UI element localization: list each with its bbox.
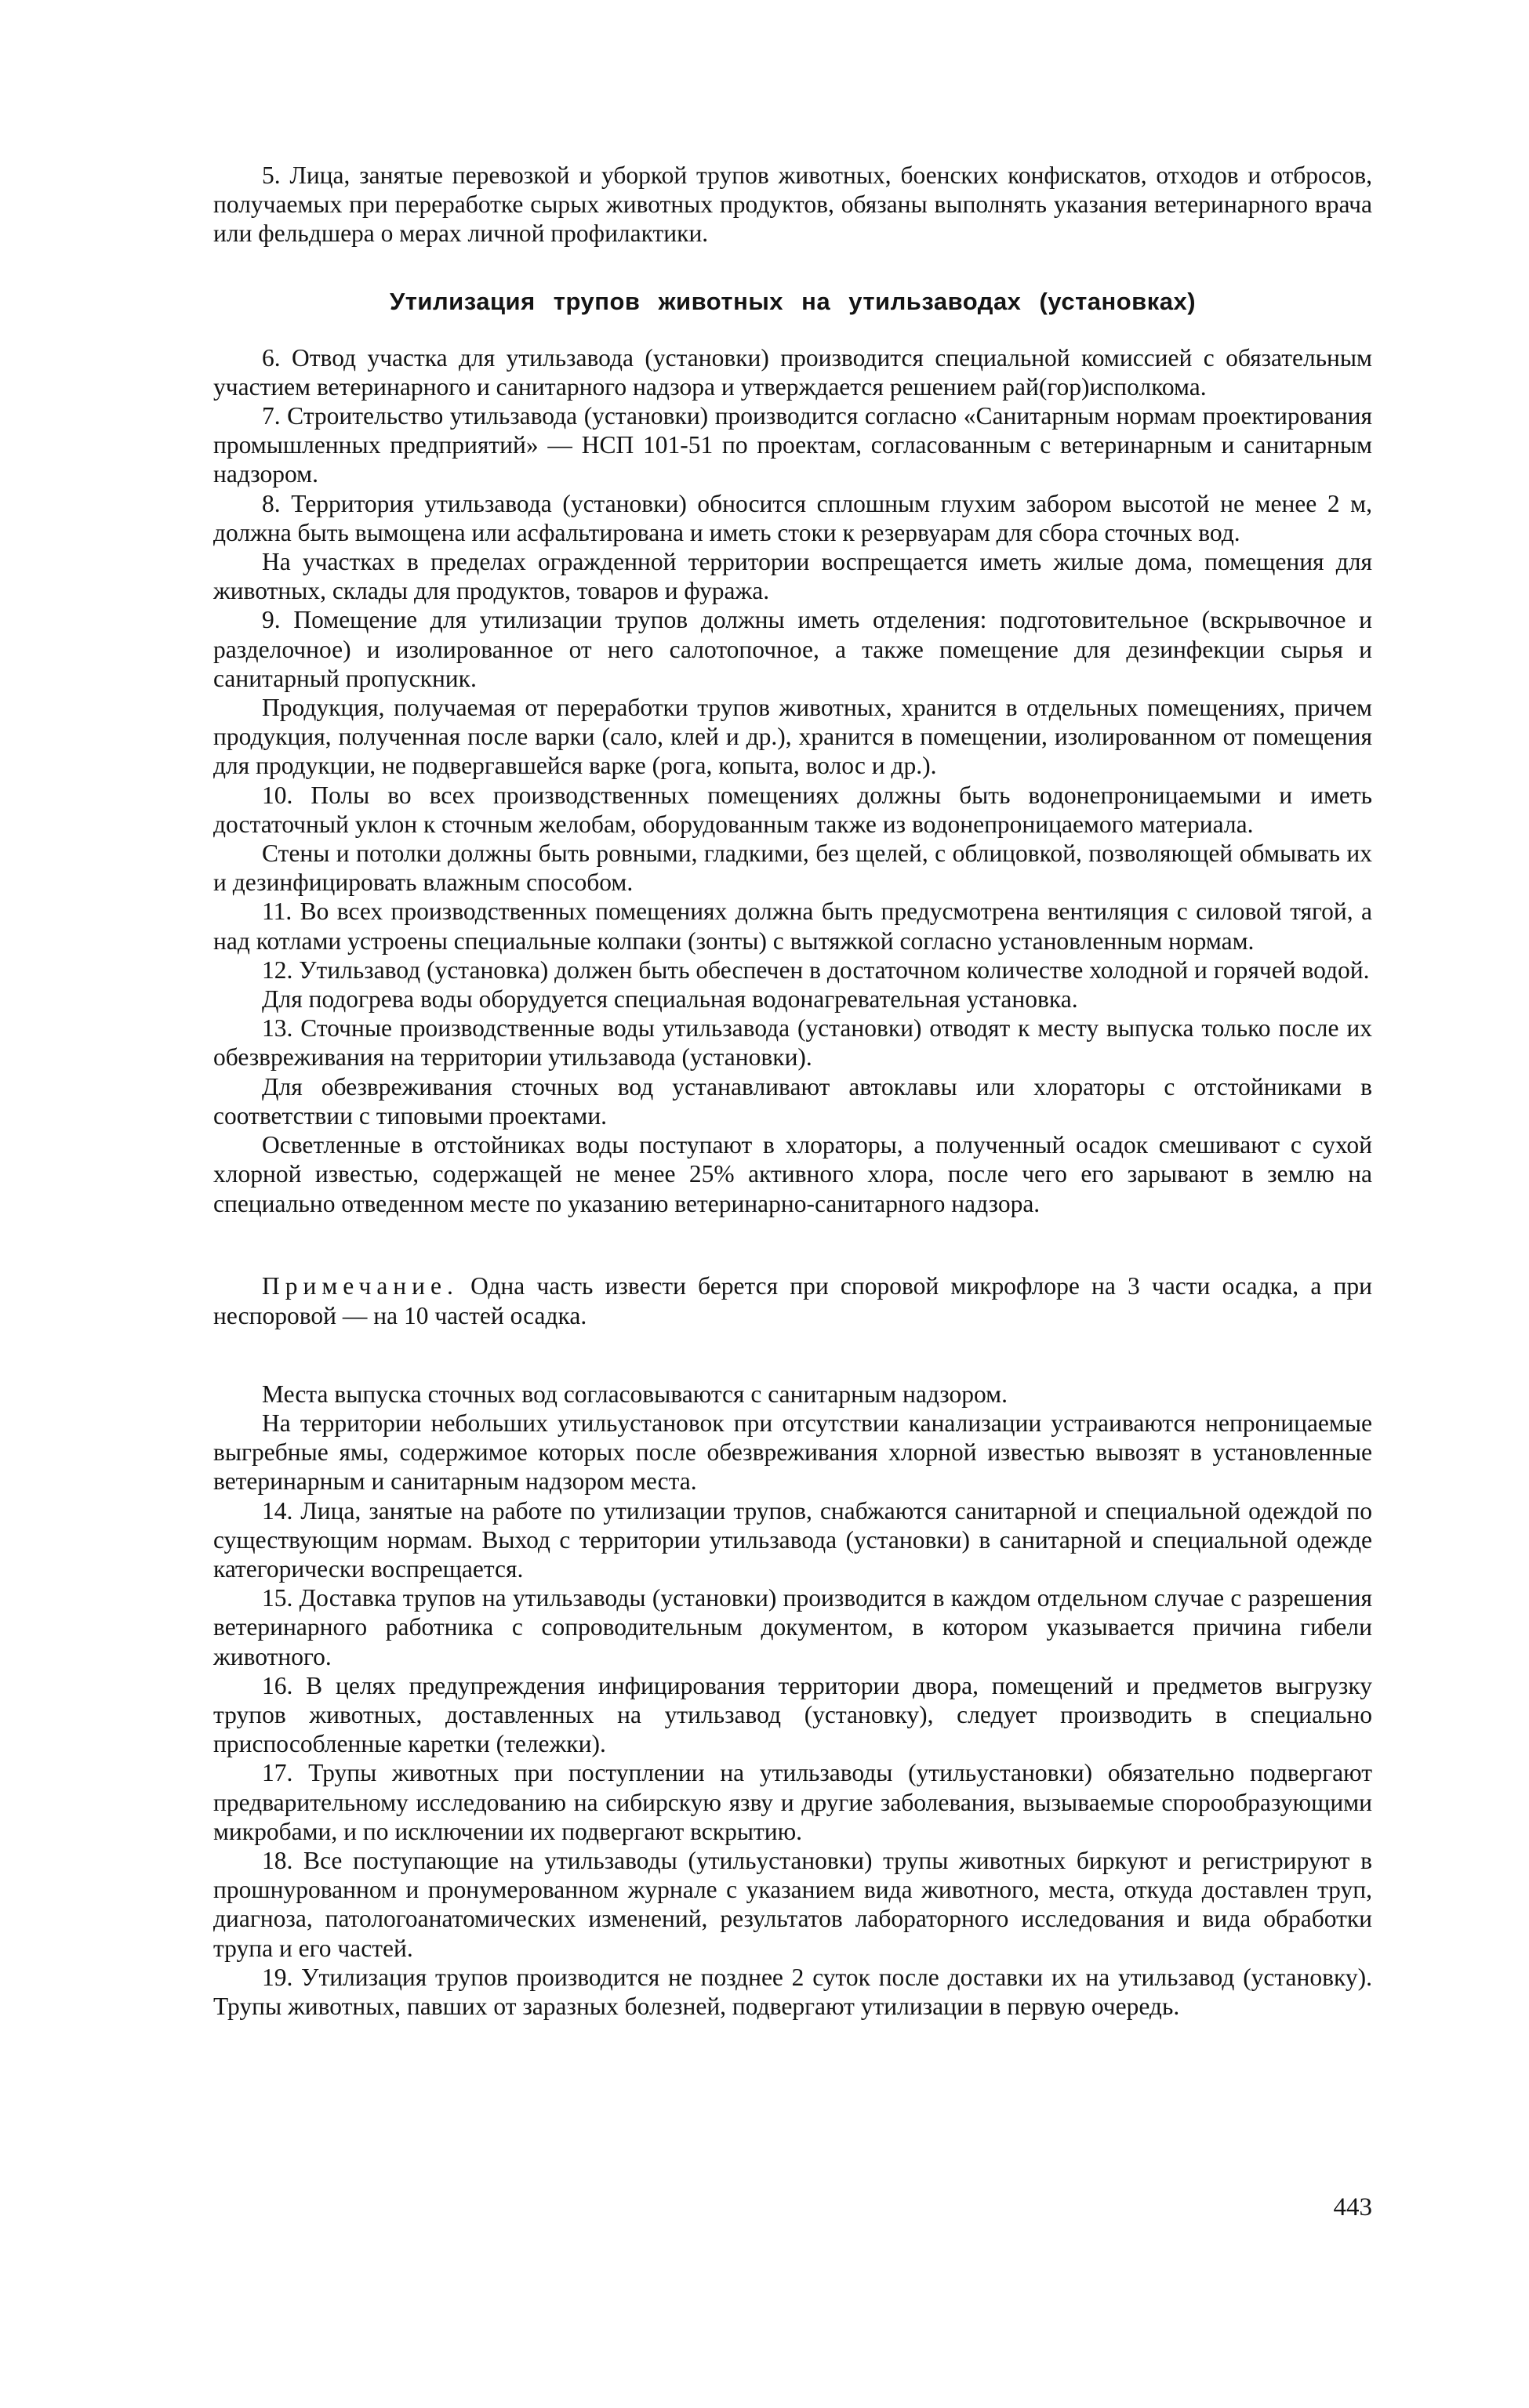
paragraph: Стены и потолки должны быть ровными, гладкими, без щелей, с облицовкой, позволяющей обмывать их и дезинфицировать влажным способом. bbox=[213, 840, 1372, 897]
page-number: 443 bbox=[1333, 2193, 1372, 2221]
paragraph: 16. В целях предупреждения инфицирования территории двора, помещений и предметов выгрузку трупов животных, доставленных на утильзавод (установку), следует производить в специально приспособленные каретки (тележки). bbox=[213, 1671, 1372, 1758]
paragraph: На участках в пределах огражденной территории воспрещается иметь жилые дома, помещения для животных, склады для продуктов, товаров и фуража. bbox=[213, 548, 1372, 605]
paragraph: 12. Утильзавод (установка) должен быть обеспечен в достаточном количестве холодной и горячей водой. bbox=[262, 956, 1370, 984]
section-body-b bbox=[213, 1380, 1372, 2021]
paragraph: 7. Строительство утильзавода (установки) производится согласно «Санитарным нормам проектирования промышленных предприятий» — НСП 101-51 по проектам, согласованным с ветеринарным и санитарным надзором. bbox=[213, 402, 1372, 488]
paragraph: 15. Доставка трупов на утильзаводы (установки) производится в каждом отдельном случае с разрешения ветеринарного работника с сопроводительным документом, в котором указывается причина гибели животного. bbox=[213, 1584, 1372, 1670]
paragraph: Осветленные в отстойниках воды поступают в хлораторы, а полученный осадок смешивают с сухой хлорной известью, содержащей не менее 25% активного хлора, после чего его зарывают в землю на специально отведенном месте по указанию ветеринарно-санитарного надзора. bbox=[213, 1131, 1372, 1217]
paragraph: Продукция, получаемая от переработки трупов животных, хранится в отдельных помещениях, причем продукция, полученная после варки (сало, клей и др.), хранится в помещении, изолированном от помещения для продукции, не подвергавшейся варке (рога, копыта, волос и др.). bbox=[213, 694, 1372, 780]
paragraph-5: 5. Лица, занятые перевозкой и уборкой трупов животных, боенских конфискатов, отходов и отбросов, получаемых при переработке сырых животных продуктов, обязаны выполнять указания ветеринарного врача или фельдшера о мерах личной профилактики. bbox=[213, 161, 1372, 248]
paragraph: Для подогрева воды оборудуется специальная водонагревательная установка. bbox=[262, 985, 1078, 1014]
paragraph: 18. Все поступающие на утильзаводы (утильустановки) трупы животных биркуют и регистрируют в прошнурованном и пронумерованном журнале с указанием вида животного, места, откуда доставлен труп, диагноза, патологоанатомических изменений, результатов лабораторного исследования и вида обработки трупа и его частей. bbox=[213, 1846, 1372, 1962]
section-heading: Утилизация трупов животных на утильзаводах (установках) bbox=[389, 287, 1197, 315]
paragraph: Места выпуска сточных вод согласовываются с санитарным надзором. bbox=[262, 1380, 1008, 1408]
paragraph: 9. Помещение для утилизации трупов должны иметь отделения: подготовительное (вскрывочное и разделочное) и изолированное от него салотопочное, а также помещение для дезинфекции сырья и санитарный пропускник. bbox=[213, 606, 1372, 692]
paragraph: 8. Территория утильзавода (установки) обносится сплошным глухим забором высотой не менее 2 м, должна быть вымощена или асфальтирована и иметь стоки к резервуарам для сбора сточных вод. bbox=[213, 489, 1372, 546]
note bbox=[213, 1271, 1372, 1331]
section-body-a bbox=[213, 343, 1372, 1218]
paragraph: 17. Трупы животных при поступлении на утильзаводы (утильустановки) обязательно подвергают предварительному исследованию на сибирскую язву и другие заболевания, вызываемые спорообразующими микробами, и по исключении их подвергают вскрытию. bbox=[213, 1759, 1372, 1845]
paragraph: На территории небольших утильустановок при отсутствии канализации устраиваются непроницаемые выгребные ямы, содержимое которых после обезвреживания хлорной известью вывозят в установленные ветеринарным и санитарным надзором места. bbox=[213, 1409, 1372, 1496]
note-text: Одна часть извести берется при споровой микрофлоре на 3 части осадка, а при неспоровой — на 10 частей осадка. bbox=[213, 1271, 1372, 1329]
note-label: Примечание. bbox=[262, 1271, 459, 1300]
paragraph: 13. Сточные производственные воды утильзавода (установки) отводят к месту выпуска только после их обезвреживания на территории утильзавода (установки). bbox=[213, 1014, 1372, 1072]
paragraph: 14. Лица, занятые на работе по утилизации трупов, снабжаются санитарной и специальной одеждой по существующим нормам. Выход с территории утильзавода (установки) в санитарной и специальной одежде категорически воспрещается. bbox=[213, 1496, 1372, 1583]
paragraph: Для обезвреживания сточных вод устанавливают автоклавы или хлораторы с отстойниками в соответствии с типовыми проектами. bbox=[213, 1072, 1372, 1130]
paragraph: 11. Во всех производственных помещениях должна быть предусмотрена вентиляция с силовой тягой, а над котлами устроены специальные колпаки (зонты) с вытяжкой согласно установленным нормам. bbox=[213, 898, 1372, 955]
paragraph: 6. Отвод участка для утильзавода (установки) производится специальной комиссией с обязательным участием ветеринарного и санитарного надзора и утверждается решением рай(гор)исполкома. bbox=[213, 343, 1372, 401]
paragraph: 19. Утилизация трупов производится не позднее 2 суток после доставки их на утильзавод (установку). Трупы животных, павших от заразных болезней, подвергают утилизации в первую очередь. bbox=[213, 1963, 1372, 2020]
paragraph: 10. Полы во всех производственных помещениях должны быть водонепроницаемыми и иметь достаточный уклон к сточным желобам, оборудованным также из водонепроницаемого материала. bbox=[213, 781, 1372, 838]
